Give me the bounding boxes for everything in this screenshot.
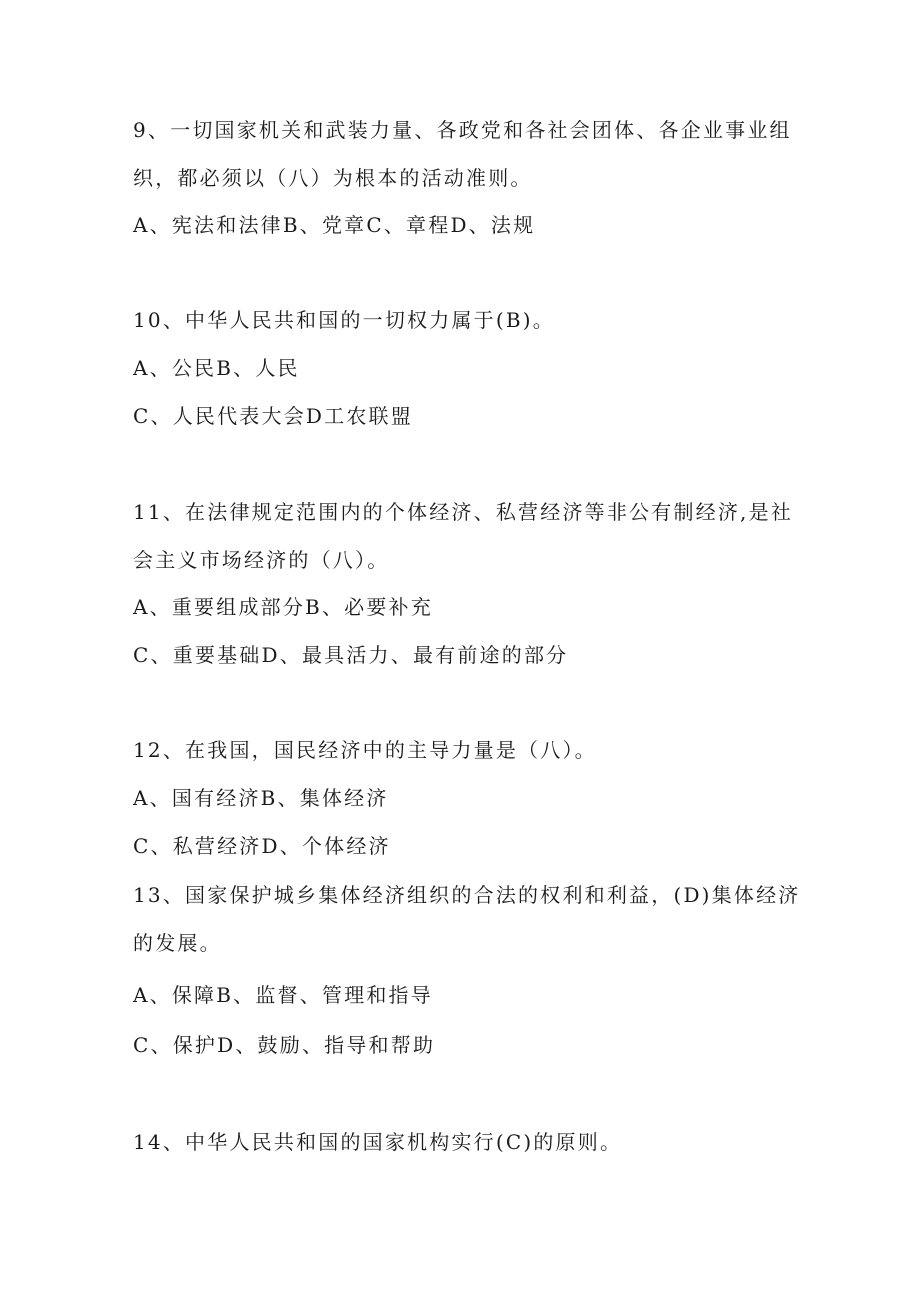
question-9-options-1: A、宪法和法律B、党章C、章程D、法规	[133, 213, 536, 237]
question-14-line-1: 14、中华人民共和国的国家机构实行(C)的原则。	[133, 1130, 623, 1154]
question-10-options-2: C、人民代表大会D工农联盟	[133, 404, 413, 428]
question-9-line-2: 织，都必须以（八）为根本的活动准则。	[133, 166, 533, 190]
question-10-line-1: 10、中华人民共和国的一切权力属于(B)。	[133, 308, 555, 332]
question-12-options-1: A、国有经济B、集体经济	[133, 786, 389, 810]
question-10-options-1: A、公民B、人民	[133, 356, 300, 380]
question-11-options-1: A、重要组成部分B、必要补充	[133, 595, 433, 619]
question-9-line-1: 9、一切国家机关和武装力量、各政党和各社会团体、各企业事业组	[133, 118, 792, 142]
question-13-line-1: 13、国家保护城乡集体经济组织的合法的权利和利益，(D)集体经济	[133, 883, 801, 907]
question-13-options-2: C、保护D、鼓励、指导和帮助	[133, 1033, 436, 1057]
question-13-options-1: A、保障B、监督、管理和指导	[133, 983, 433, 1007]
question-11-line-1: 11、在法律规定范围内的个体经济、私营经济等非公有制经济,是社	[133, 500, 794, 524]
question-12-line-1: 12、在我国，国民经济中的主导力量是（八）。	[133, 738, 597, 762]
question-13-line-2: 的发展。	[133, 931, 222, 955]
question-11-line-2: 会主义市场经济的（八）。	[133, 548, 390, 572]
question-12-options-2: C、私营经济D、个体经济	[133, 834, 391, 858]
question-11-options-2: C、重要基础D、最具活力、最有前途的部分	[133, 643, 569, 667]
